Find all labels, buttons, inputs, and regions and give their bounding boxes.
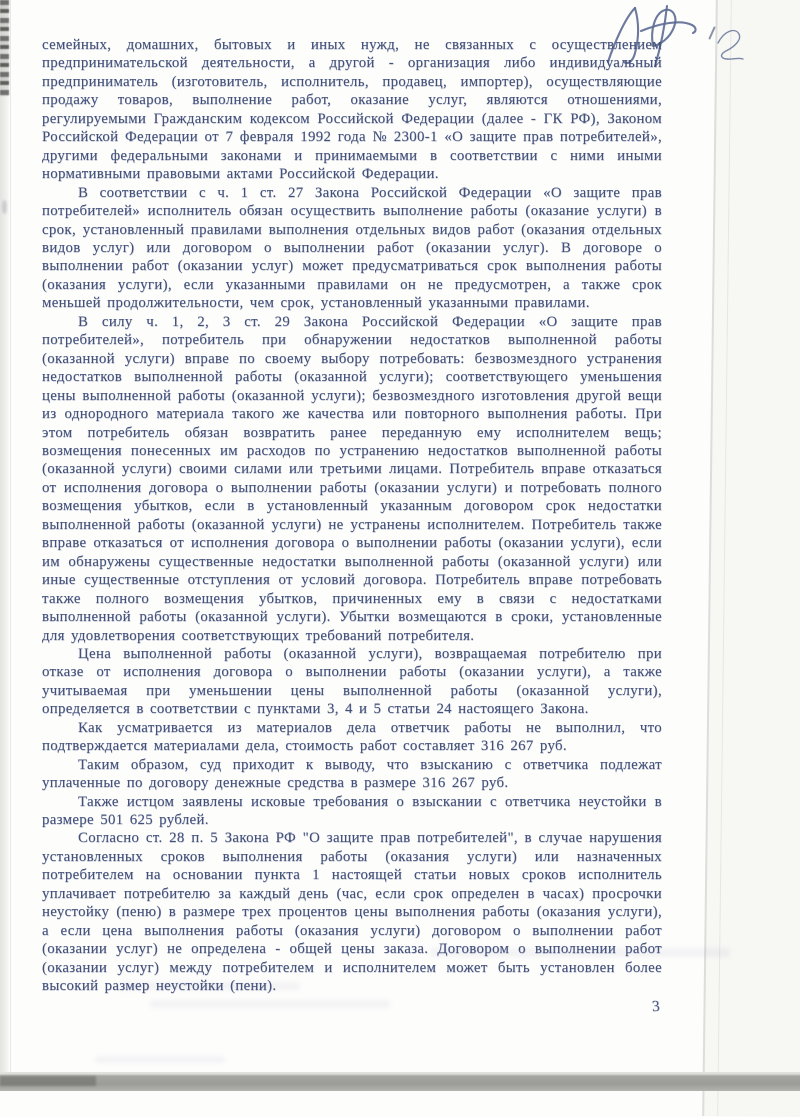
paragraph: Таким образом, суд приходит к выводу, что взысканию с ответчика подлежат уплаченные по договору денежные средства в размере 316 267 руб.: [42, 756, 662, 792]
document-text: [42, 36, 662, 996]
paragraph: В силу ч. 1, 2, 3 ст. 29 Закона Российской Федерации «О защите прав потребителей», потребитель при обнаружении недостатков выполненной работы (оказанной услуги) вправе по своему выбору потребовать: безвозмездного устранения недостатков выполненной работы (оказанной услуги); соответствующего уменьшения цены выполненной работы (оказанной услуги); безвозмездного изготовления другой вещи из однородного материала такого же качества или повторного выполнения работы. При этом потребитель обязан возвратить ранее переданную ему исполнителем вещь; возмещения понесенных им расходов по устранению недостатков выполненной работы (оказанной услуги) своими силами или третьими лицами. Потребитель вправе отказаться от исполнения договора о выполнении работы (оказании услуги) и потребовать полного возмещения убытков, если в установленный указанным договором срок недостатки выполненной работы (оказанной услуги) не устранены исполнителем. Потребитель также вправе отказаться от исполнения договора о выполнении работы (оказании услуги), если им обнаружены существенные недостатки выполненной работы (оказанной услуги) или иные существенные отступления от условий договора. Потребитель вправе потребовать также полного возмещения убытков, причиненных ему в связи с недостатками выполненной работы (оказанной услуги). Убытки возмещаются в сроки, установленные для удовлетворения соответствующих требований потребителя.: [42, 313, 662, 644]
scan-left-edge: [0, 0, 11, 1091]
paragraph: Как усматривается из материалов дела ответчик работы не выполнил, что подтверждается материалами дела, стоимость работ составляет 316 267 руб.: [42, 719, 662, 755]
scan-bottom-edge: [0, 1072, 800, 1091]
bleed-through-smudge: [120, 982, 300, 990]
paragraph: Согласно ст. 28 п. 5 Закона РФ "О защите прав потребителей", в случае нарушения установленных сроков выполнения работы (оказания услуги) или назначенных потребителем на основании пункта 1 настоящей статьи новых сроков исполнитель уплачивает потребителю за каждый день (час, если срок определен в часах) просрочки неустойку (пеню) в размере трех процентов цены выполнения работы (оказания услуги), а если цена выполнения работы (оказания услуги) договором о выполнении работ (оказании услуг) не определена - общей цены заказа. Договором о выполнении работ (оказании услуг) между потребителем и исполнителем может быть установлен более высокий размер неустойки (пени).: [42, 830, 662, 995]
binding-marks: [0, 0, 9, 96]
bleed-through-smudge: [430, 948, 730, 957]
scan-bottom-edge-shadow: [0, 1076, 96, 1086]
scan-smudge: [2, 200, 7, 214]
paragraph: семейных, домашних, бытовых и иных нужд, не связанных с осуществлением предпринимательской деятельности, а другой - организация либо индивидуальный предприниматель (изготовитель, исполнитель, продавец, импортер), осуществляющие продажу товаров, выполнение работ, оказание услуг, являются отношениями, регулируемыми Гражданским кодексом Российской Федерации (далее - ГК РФ), Законом Российской Федерации от 7 февраля 1992 года № 2300-1 «О защите прав потребителей», другими федеральными законами и принимаемыми в соответствии с ними иными нормативными правовыми актами Российской Федерации.: [42, 37, 662, 183]
bleed-through-smudge: [150, 1000, 390, 1008]
paragraph: В соответствии с ч. 1 ст. 27 Закона Российской Федерации «О защите прав потребителей» исполнитель обязан осуществить выполнение работы (оказание услуги) в срок, установленный правилами выполнения отдельных видов работ (оказания отдельных видов услуг) или договором о выполнении работ (оказании услуг). В договоре о выполнении работ (оказании услуг) может предусматриваться срок выполнения работы (оказания услуги), если указанными правилами он не предусмотрен, а также срок меньшей продолжительности, чем срок, установленный указанными правилами.: [42, 184, 662, 312]
paragraph: Также истцом заявлены исковые требования о взыскании с ответчика неустойки в размере 501 625 рублей.: [42, 793, 662, 829]
bleed-through-smudge: [95, 1056, 225, 1063]
page-number: 3: [651, 997, 661, 1016]
paragraph: Цена выполненной работы (оказанной услуги), возвращаемая потребителю при отказе от исполнения договора о выполнении работы (оказании услуги), а также учитываемая при уменьшении цены выполненной работы (оказанной услуги), определяется в соответствии с пунктами 3, 4 и 5 статьи 24 настоящего Закона.: [42, 645, 662, 718]
